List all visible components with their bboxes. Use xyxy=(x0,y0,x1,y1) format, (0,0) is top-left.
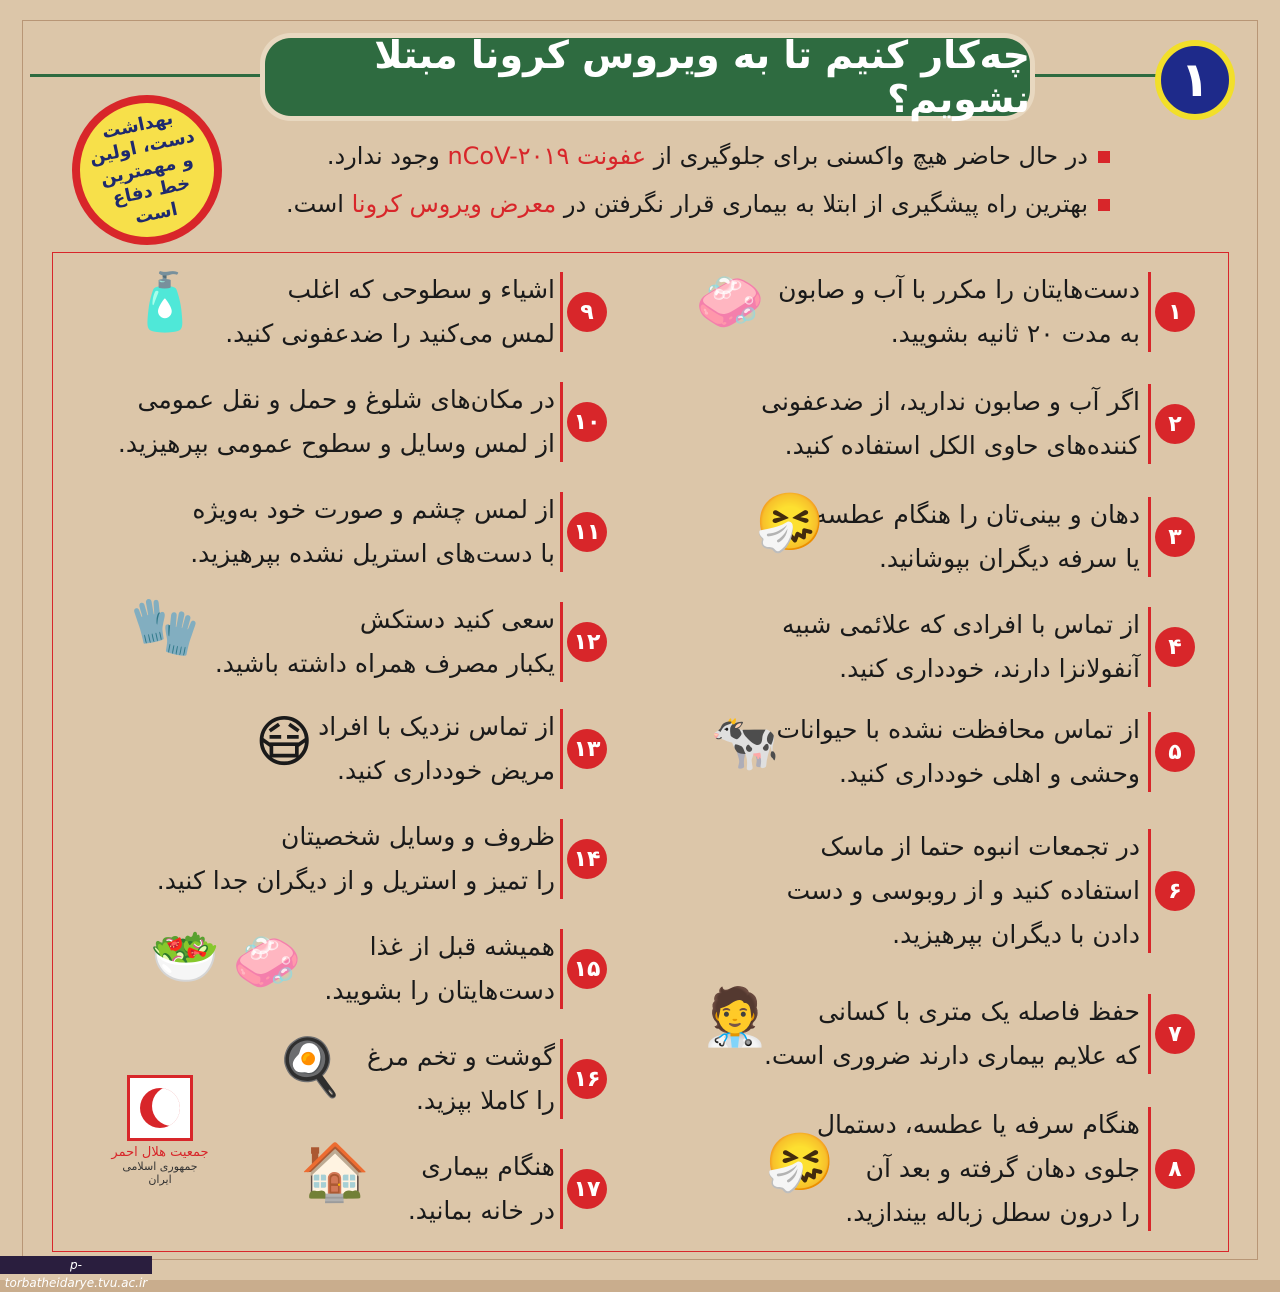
tip-line: وحشی و اهلی خودداری کنید. xyxy=(838,759,1140,788)
tip-number: ۱۱ xyxy=(567,512,607,552)
tip-line: حفظ فاصله یک متری با کسانی xyxy=(818,997,1140,1026)
tip-item xyxy=(0,488,1280,576)
vegetables-icon: 🥗 xyxy=(150,925,220,990)
tip-text xyxy=(118,378,555,466)
tip-number: ۱۵ xyxy=(567,949,607,989)
tip-text xyxy=(408,1145,555,1233)
tip-line: را تمیز و استریل و از دیگران جدا کنید. xyxy=(156,866,555,895)
tip-line: یکبار مصرف همراه داشته باشید. xyxy=(214,649,555,678)
tip-number: ۱۳ xyxy=(567,729,607,769)
tip-line: لمس می‌کنید را ضدعفونی کنید. xyxy=(225,319,555,348)
tip-text xyxy=(367,1035,555,1123)
tip-item xyxy=(0,705,1280,793)
tip-number: ۱ xyxy=(1155,292,1195,332)
sneezing-person-icon: 🤧 xyxy=(755,490,825,555)
bullet-icon xyxy=(1098,199,1110,211)
sick-person-icon: 😷 xyxy=(255,710,314,775)
tip-line: هنگام سرفه یا عطسه، دستمال xyxy=(816,1110,1140,1139)
tip-line: در مکان‌های شلوغ و حمل و نقل عمومی xyxy=(137,385,555,414)
tip-line: گوشت و تخم مرغ xyxy=(366,1042,555,1071)
footer-url: p-torbatheidarye.tvu.ac.ir xyxy=(0,1256,152,1274)
tip-item xyxy=(0,815,1280,903)
tip-line: از لمس چشم و صورت خود به‌ویژه xyxy=(192,495,555,524)
tip-number: ۱۰ xyxy=(567,402,607,442)
cow-icon: 🐄 xyxy=(710,710,780,775)
tip-line: در خانه بمانید. xyxy=(407,1196,555,1225)
page-title: چه‌کار کنیم تا به ویروس کرونا مبتلا نشویم؟ xyxy=(265,38,1030,116)
tip-line: از تماس با افرادی که علائمی شبیه xyxy=(782,610,1140,639)
hand-washing-icon: 🧼 xyxy=(695,270,765,335)
tip-line: به مدت ۲۰ ثانیه بشویید. xyxy=(890,319,1140,348)
tip-line: را درون سطل زباله بیندازید. xyxy=(845,1198,1140,1227)
hand-washing-icon: 🧼 xyxy=(232,930,302,995)
tip-divider xyxy=(560,492,563,572)
red-crescent-logo: جمعیت هلال احمر جمهوری اسلامی ایران xyxy=(110,1075,210,1186)
tip-text xyxy=(318,705,555,793)
tip-number: ۶ xyxy=(1155,871,1195,911)
doctor-icon: 🧑‍⚕️ xyxy=(700,985,770,1050)
tip-divider xyxy=(560,382,563,462)
tip-line: استفاده کنید و از روبوسی و دست xyxy=(786,876,1140,905)
tip-line: در تجمعات انبوه حتما از ماسک xyxy=(820,832,1140,861)
tip-divider xyxy=(560,272,563,352)
tip-line: دست‌هایتان را مکرر با آب و صابون xyxy=(778,275,1140,304)
tip-line: با دست‌های استریل نشده بپرهیزید. xyxy=(190,539,555,568)
tip-line: از لمس وسایل و سطوح عمومی بپرهیزید. xyxy=(117,429,555,458)
tip-line: کننده‌های حاوی الکل استفاده کنید. xyxy=(784,431,1140,460)
tip-line: از تماس نزدیک با افراد xyxy=(318,712,555,741)
tip-number: ۹ xyxy=(567,292,607,332)
tip-number: ۴ xyxy=(1155,627,1195,667)
tip-line: را کاملا بپزید. xyxy=(415,1086,555,1115)
tip-divider xyxy=(560,929,563,1009)
crescent-icon xyxy=(127,1075,193,1141)
tip-line: مریض خودداری کنید. xyxy=(337,756,555,785)
tip-line: سعی کنید دستکش xyxy=(359,605,555,634)
tip-number: ۱۲ xyxy=(567,622,607,662)
tip-line: یا سرفه دیگران بپوشانید. xyxy=(878,544,1140,573)
tip-number: ۷ xyxy=(1155,1014,1195,1054)
tip-divider xyxy=(560,819,563,899)
tip-number: ۱۶ xyxy=(567,1059,607,1099)
tip-line: آنفولانزا دارند، خودداری کنید. xyxy=(839,654,1140,683)
tip-number: ۱۷ xyxy=(567,1169,607,1209)
disinfectant-icon: 🧴 xyxy=(130,270,200,335)
tip-line: ظروف و وسایل شخصیتان xyxy=(281,822,555,851)
tip-number: ۱۴ xyxy=(567,839,607,879)
tip-text xyxy=(157,815,555,903)
tip-text xyxy=(215,598,555,686)
tip-number: ۲ xyxy=(1155,404,1195,444)
tip-line: اشیاء و سطوحی که اغلب xyxy=(287,275,555,304)
tip-divider xyxy=(560,1149,563,1229)
tip-divider xyxy=(560,1039,563,1119)
tip-line: هنگام بیماری xyxy=(421,1152,555,1181)
tip-item xyxy=(0,378,1280,466)
intro-line-2: بهترین راه پیشگیری از ابتلا به بیماری قرار نگرفتن در معرض ویروس کرونا است. xyxy=(286,190,1110,218)
tip-line: دهان و بینی‌تان را هنگام عطسه xyxy=(814,500,1140,529)
tip-line: از تماس محافظت نشده با حیوانات xyxy=(776,715,1140,744)
tip-line: جلوی دهان گرفته و بعد آن xyxy=(865,1154,1140,1183)
intro-line-1: در حال حاضر هیچ واکسنی برای جلوگیری از عفونت nCoV-۲۰۱۹ وجود ندارد. xyxy=(327,142,1110,170)
tip-text xyxy=(190,488,555,576)
tip-divider xyxy=(560,602,563,682)
page-number-badge: ۱ xyxy=(1155,40,1235,120)
tip-divider xyxy=(560,709,563,789)
bullet-icon xyxy=(1098,151,1110,163)
title-line-left xyxy=(30,74,270,77)
hand-hygiene-badge: بهداشت دست، اولین و مهمترین خط دفاع است xyxy=(58,81,236,259)
tip-line: دادن با دیگران بپرهیزید. xyxy=(892,920,1140,949)
tip-line: اگر آب و صابون ندارید، از ضدعفونی xyxy=(761,387,1140,416)
tip-line: همیشه قبل از غذا xyxy=(369,932,555,961)
gloves-icon: 🧤 xyxy=(130,595,200,660)
tip-number: ۳ xyxy=(1155,517,1195,557)
frying-pan-icon: 🍳 xyxy=(275,1035,345,1100)
house-icon: 🏠 xyxy=(300,1140,370,1205)
tip-line: دست‌هایتان را بشویید. xyxy=(324,976,555,1005)
tip-number: ۸ xyxy=(1155,1149,1195,1189)
tip-number: ۵ xyxy=(1155,732,1195,772)
title-line-right xyxy=(1025,74,1160,77)
coughing-person-icon: 🤧 xyxy=(765,1130,835,1195)
tip-text xyxy=(225,268,555,356)
tip-text xyxy=(324,925,555,1013)
tip-line: که علایم بیماری دارند ضروری است. xyxy=(763,1041,1140,1070)
